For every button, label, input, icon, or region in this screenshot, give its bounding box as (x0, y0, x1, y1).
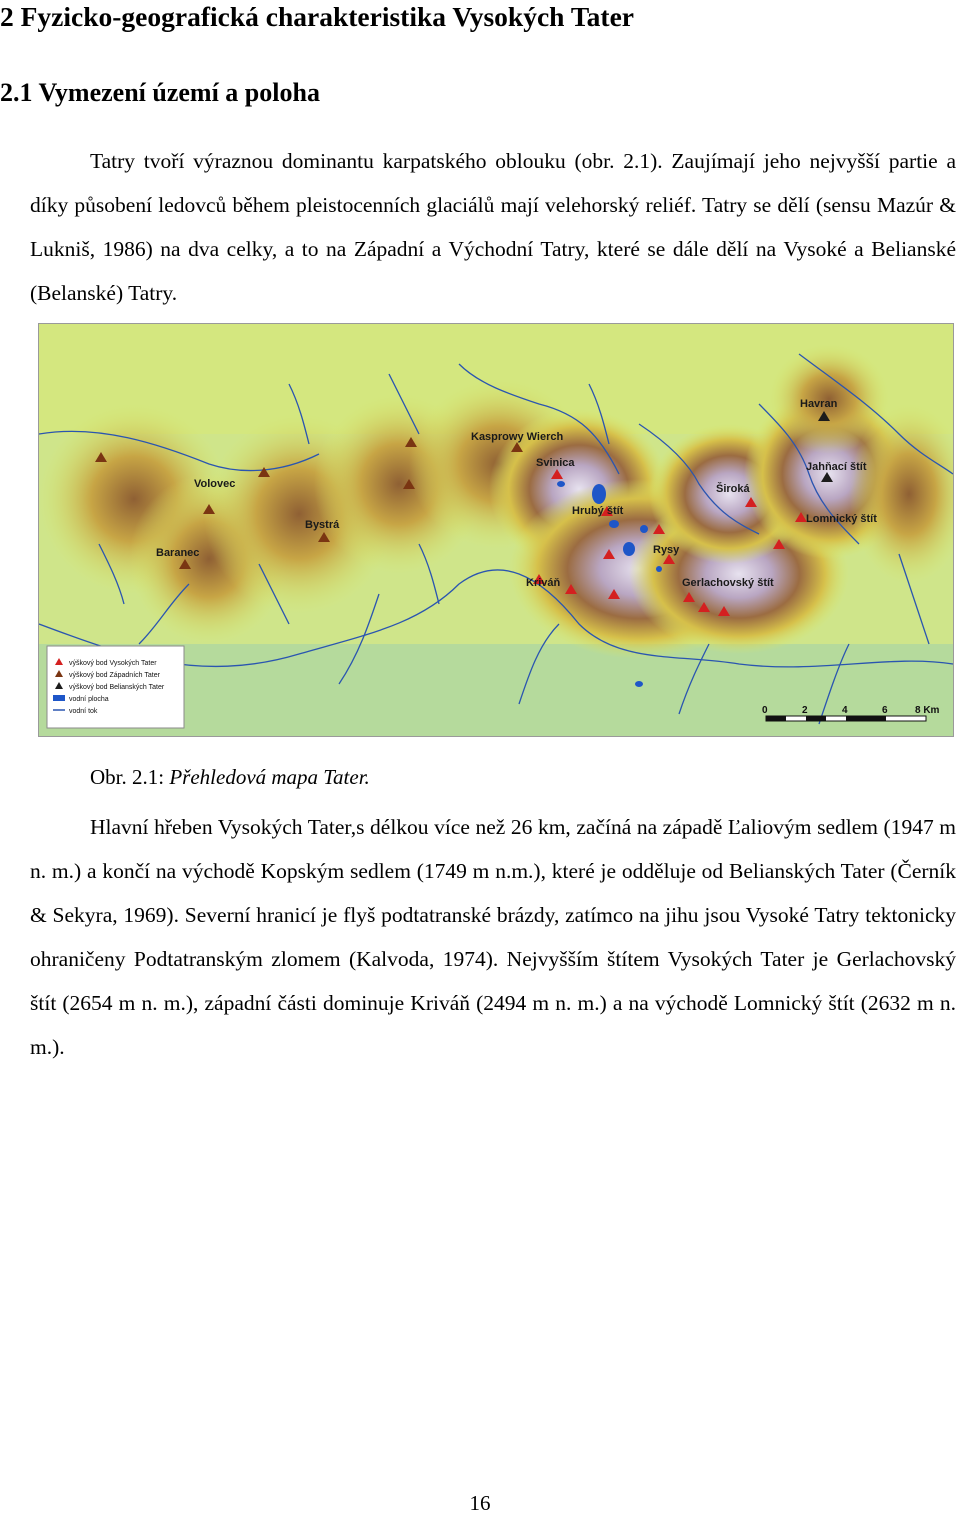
main-ridge-paragraph: Hlavní hřeben Vysokých Tater,s délkou více než 26 km, začíná na západě Ľaliovým sedlem (1947 m n. m.) a končí na východě Kopským sedlem (1749 m n.m.), které je odděluje od Belianských Tater (Černík & Sekyra, 1969). Severní hranicí je flyš podtatranské brázdy, zatímco na jihu jsou Vysoké Tatry tektonicky ohraničeny Podtatranským zlomem (Kalvoda, 1974). Nejvyšším štítem Vysokých Tater je Gerlachovský štít (2654 m n. m.), západní části dominuje Kriváň (2494 m n. m.) a na východě Lomnický štít (2632 m n. m.). (30, 815, 956, 1059)
scale-tick-6: 6 (882, 705, 888, 716)
label-kasprowy: Kasprowy Wierch (471, 431, 564, 443)
chapter-heading: 2 Fyzicko-geografická charakteristika Vysokých Tater (0, 1, 634, 32)
map-legend (47, 646, 184, 728)
caption-prefix: Obr. 2.1: (90, 765, 170, 789)
page-number: 16 (469, 1491, 491, 1515)
scale-tick-2: 2 (802, 705, 808, 716)
scale-tick-8: 8 Km (915, 705, 940, 716)
legend-water-area: vodní plocha (69, 696, 109, 703)
label-lomnicky: Lomnický štít (806, 513, 877, 525)
label-siroka: Široká (716, 483, 750, 495)
scale-tick-0: 0 (762, 705, 768, 716)
label-havran: Havran (800, 398, 838, 410)
tatra-map (39, 324, 953, 736)
label-gerlachovsky: Gerlachovský štít (682, 577, 774, 589)
tatra-map-figure (38, 323, 954, 737)
label-hruby: Hrubý štít (572, 505, 624, 517)
legend-western-tatras: výškový bod Západních Tater (69, 672, 160, 679)
label-svinica: Svinica (536, 457, 575, 469)
caption-title: Přehledová mapa Tater. (169, 765, 370, 789)
intro-paragraph: Tatry tvoří výraznou dominantu karpatského oblouku (obr. 2.1). Zaujímají jeho nejvyšší partie a díky působení ledovců během pleistocenních glaciálů mají velehorský reliéf. Tatry se dělí (sensu Mazúr & Lukniš, 1986) na dva celky, a to na Západní a Východní Tatry, které se dále dělí na Vysoké a Belianské (Belanské) Tatry. (30, 149, 956, 305)
label-rysy: Rysy (653, 544, 680, 556)
label-jahnaci: Jahňací štít (806, 461, 867, 473)
legend-water-stream: vodní tok (69, 708, 98, 715)
scale-tick-4: 4 (842, 705, 848, 716)
label-volovec: Volovec (194, 478, 236, 490)
label-krivan: Kriváň (526, 577, 561, 589)
label-bystra: Bystrá (305, 519, 340, 531)
legend-high-tatras: výškový bod Vysokých Tater (69, 660, 157, 667)
figure-caption (90, 762, 370, 792)
legend-belianske-tatras: výškový bod Belianských Tater (69, 684, 165, 691)
section-heading: 2.1 Vymezení území a poloha (0, 78, 320, 107)
label-baranec: Baranec (156, 547, 200, 559)
